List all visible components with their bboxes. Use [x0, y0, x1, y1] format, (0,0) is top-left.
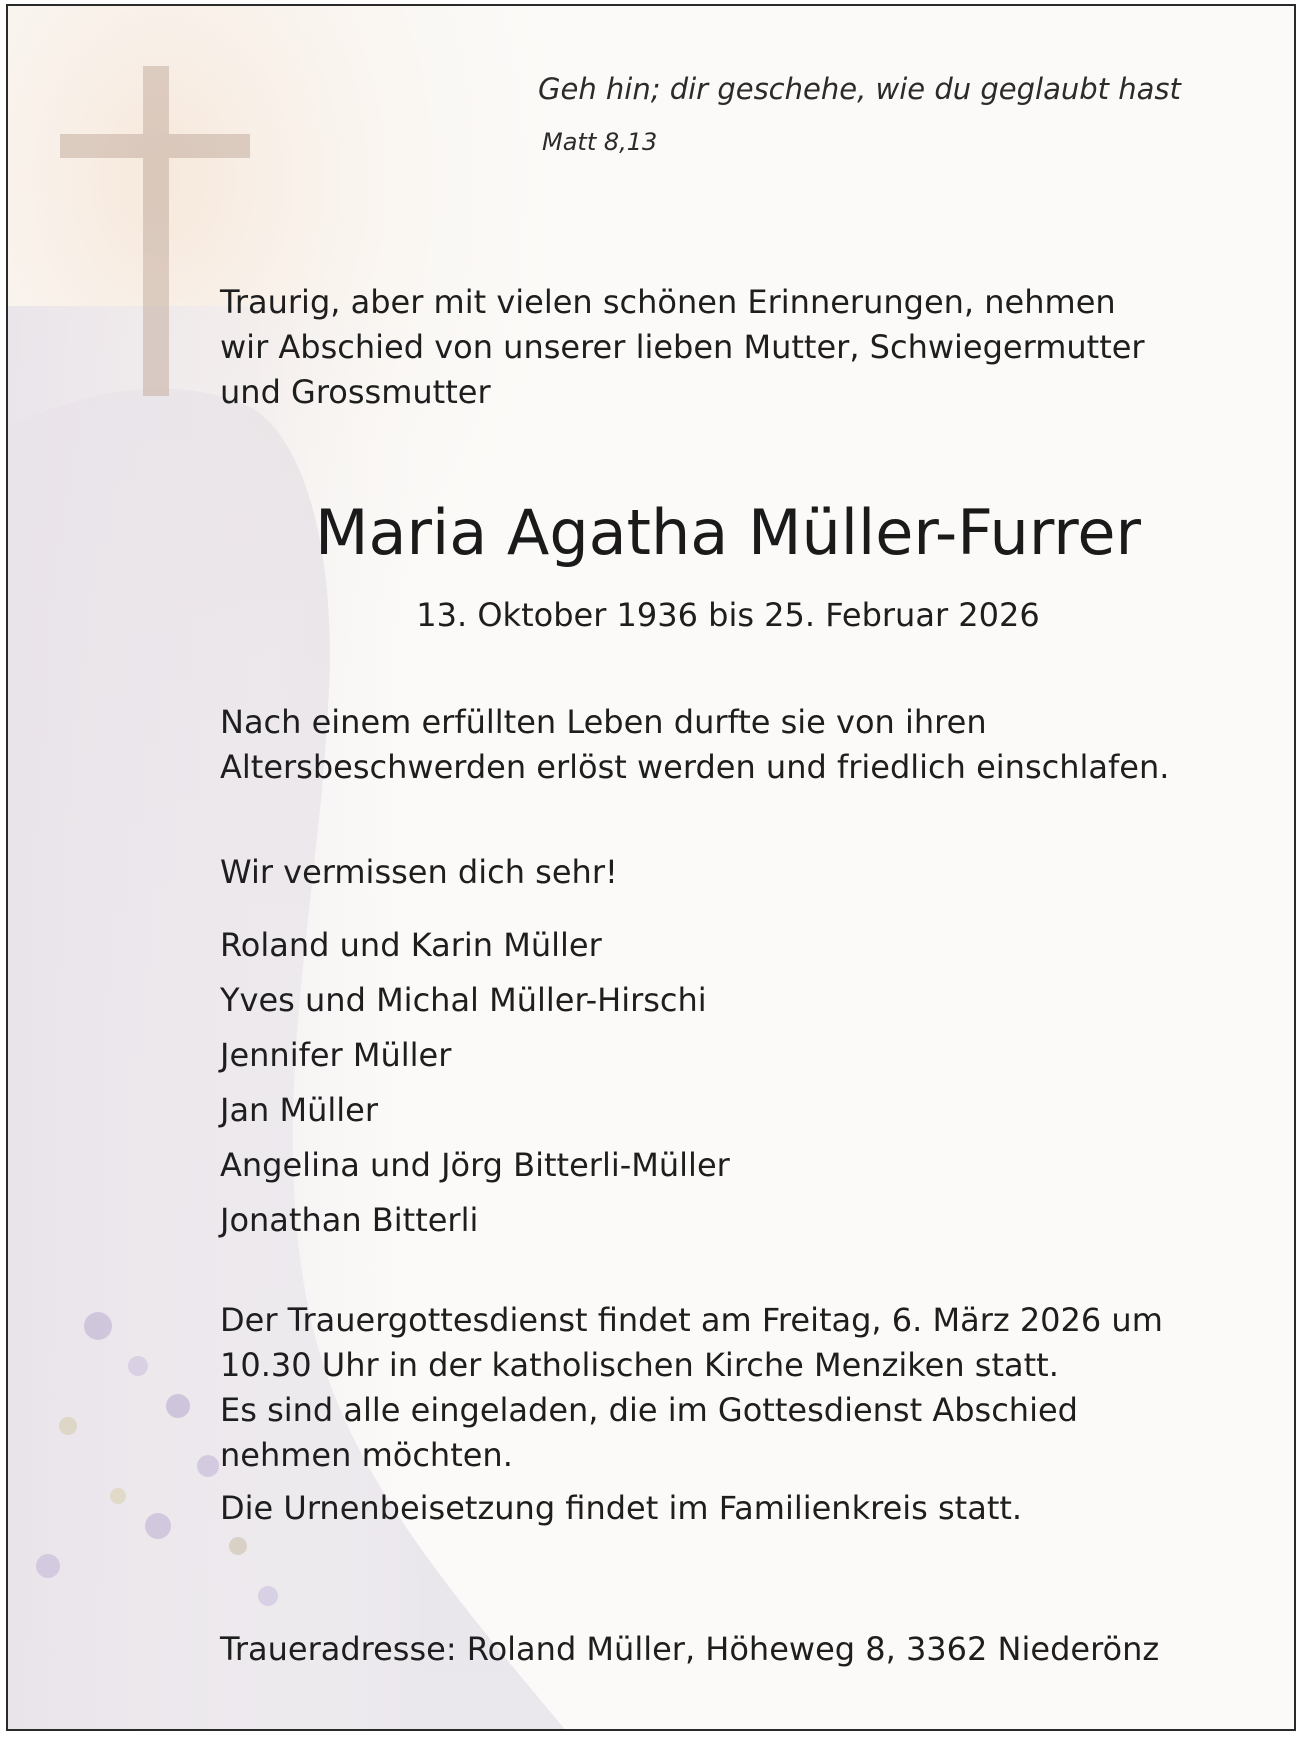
life-line: Altersbeschwerden erlöst werden und friedlich einschlafen.: [220, 748, 1170, 786]
service-line: Der Trauergottesdienst findet am Freitag, 6. März 2026 um: [220, 1301, 1163, 1339]
bible-quote: Geh hin; dir geschehe, wie du geglaubt hast: [538, 72, 1181, 106]
life-dates: 13. Oktober 1936 bis 25. Februar 2026: [416, 596, 1040, 634]
intro-paragraph: [220, 280, 1230, 415]
family-member: Jennifer Müller: [220, 1036, 452, 1074]
family-member: Jonathan Bitterli: [220, 1201, 479, 1239]
miss-text: [220, 850, 1230, 895]
service-line: nehmen möchten.: [220, 1436, 513, 1474]
mourning-address: [220, 1627, 1230, 1672]
intro-line: Traurig, aber mit vielen schönen Erinnerungen, nehmen: [220, 283, 1116, 321]
family-list: [220, 918, 730, 1248]
life-paragraph: [220, 700, 1230, 790]
bible-reference: Matt 8,13: [542, 128, 658, 156]
family-member: Jan Müller: [220, 1091, 379, 1129]
address-line: Traueradresse: Roland Müller, Höheweg 8, 3362 Niederönz: [220, 1630, 1160, 1668]
intro-line: und Grossmutter: [220, 373, 491, 411]
miss-line: Wir vermissen dich sehr!: [220, 853, 618, 891]
family-member: Angelina und Jörg Bitterli-Müller: [220, 1146, 730, 1184]
service-line: Es sind alle eingeladen, die im Gottesdienst Abschied: [220, 1391, 1078, 1429]
obituary-card: [6, 4, 1296, 1731]
urn-line: Die Urnenbeisetzung findet im Familienkreis statt.: [220, 1489, 1023, 1527]
service-paragraph: [220, 1298, 1230, 1478]
family-member: Yves und Michal Müller-Hirschi: [220, 981, 707, 1019]
service-line: 10.30 Uhr in der katholischen Kirche Menziken statt.: [220, 1346, 1059, 1384]
deceased-name: Maria Agatha Müller-Furrer: [315, 496, 1141, 569]
intro-line: wir Abschied von unserer lieben Mutter, Schwiegermutter: [220, 328, 1145, 366]
family-member: Roland und Karin Müller: [220, 926, 602, 964]
urn-text: [220, 1486, 1230, 1531]
life-line: Nach einem erfüllten Leben durfte sie von ihren: [220, 703, 987, 741]
